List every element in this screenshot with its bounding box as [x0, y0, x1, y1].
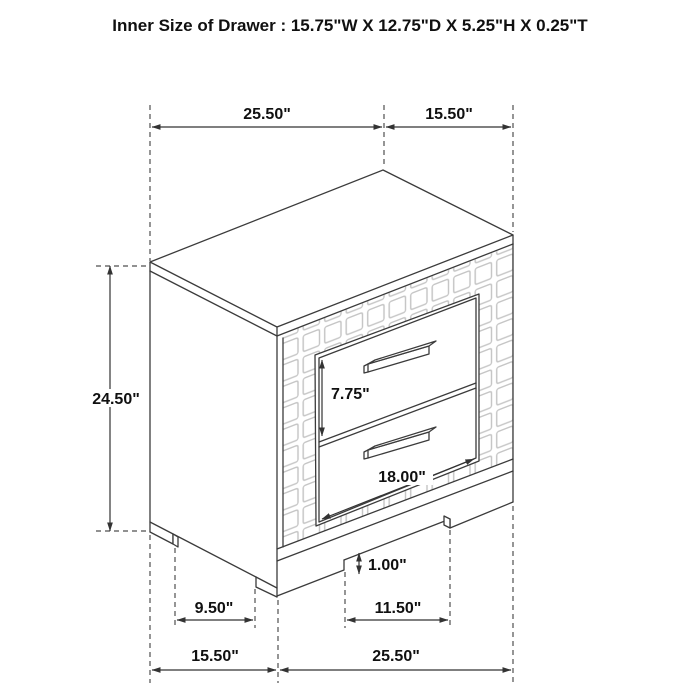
dim-top-width [386, 106, 511, 127]
dim-bottom-width-label: 25.50" [372, 648, 420, 665]
dim-top-depth [152, 106, 382, 127]
dim-base-clearance [359, 553, 413, 574]
dim-drawer-height-label: 7.75" [331, 386, 370, 403]
dim-bottom-width [280, 648, 511, 670]
dim-front-leg-spacing-label: 11.50" [374, 600, 422, 617]
dim-front-leg-spacing [347, 600, 448, 620]
dim-side-leg-spacing [177, 600, 253, 620]
dim-base-clearance-label: 1.00" [368, 557, 407, 574]
nightstand-drawing [150, 170, 513, 597]
dim-top-width-label: 15.50" [425, 106, 473, 123]
dim-bottom-depth-label: 15.50" [191, 648, 239, 665]
diagram-title: Inner Size of Drawer : 15.75"W X 12.75"D X 5.25"H X 0.25"T [112, 16, 588, 35]
dim-bottom-depth [152, 648, 276, 670]
dim-overall-height [86, 266, 146, 531]
dim-side-leg-spacing-label: 9.50" [194, 600, 234, 617]
dim-top-depth-label: 25.50" [243, 106, 291, 123]
dim-drawer-width-label: 18.00" [378, 469, 426, 486]
dim-overall-height-label: 24.50" [92, 391, 140, 408]
